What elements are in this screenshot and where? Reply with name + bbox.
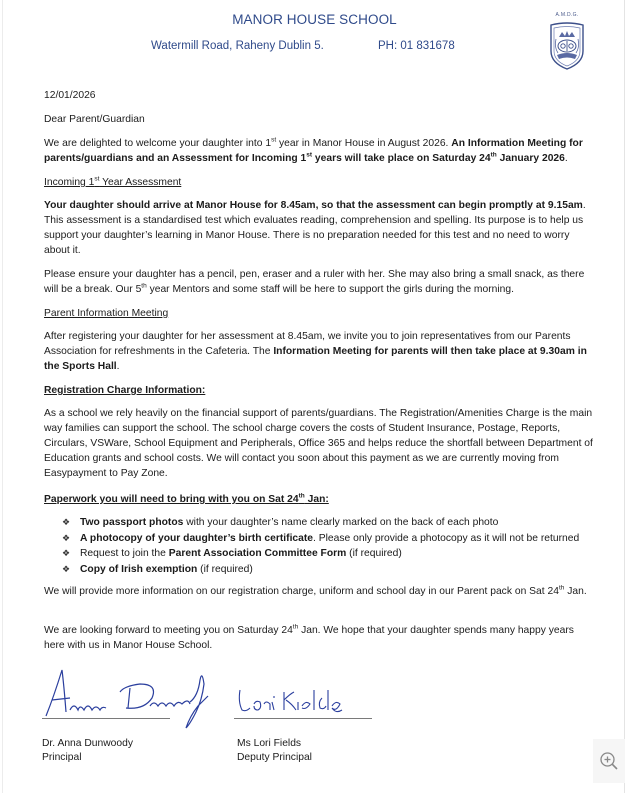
list-item: ❖ A photocopy of your daughter’s birth certificate. Please only provide a photocopy as it will not be returned — [62, 531, 602, 547]
registration-paragraph: As a school we rely heavily on the financial support of parents/guardians. The Registration/Amenities Charge is the main way families can support the school. The school charge covers the costs of Student Insurance, Postage, Reports, Circulars, VSWare, School Equipment and Peripherals, Office 365 and helps reduce the shortfall between Department of Education grants and school costs. We will contact you soon about this payment as we are currently moving from Easypayment to Pay Zone. — [44, 408, 593, 479]
deputy-title: Deputy Principal — [237, 752, 312, 763]
supplies-paragraph: Please ensure your daughter has a pencil, pen, eraser and a ruler with her. She may also bring a small snack, as there will be a break. Our 5th year Mentors and some staff will be here to support the girls during the morning. — [44, 269, 585, 295]
parent-meeting-paragraph: After registering your daughter for her assessment at 8.45am, we invite you to join representatives from our Parents Association for refreshments in the Cafeteria. The Information Meeting for parents will then take place at 9.30am in the Sports Hall. — [44, 331, 587, 372]
diamond-bullet-icon: ❖ — [62, 548, 71, 558]
diamond-bullet-icon: ❖ — [62, 517, 71, 527]
assessment-heading: Incoming 1st Year Assessment — [44, 175, 182, 188]
principal-title: Principal — [42, 752, 82, 763]
letter-date: 12/01/2026 — [44, 90, 96, 101]
paperwork-list — [62, 515, 602, 577]
registration-heading: Registration Charge Information: — [44, 385, 206, 396]
salutation: Dear Parent/Guardian — [44, 114, 145, 125]
paperwork-heading: Paperwork you will need to bring with you on Sat 24th Jan: — [44, 492, 329, 505]
principal-name: Dr. Anna Dunwoody — [42, 738, 134, 749]
assessment-paragraph: Your daughter should arrive at Manor House for 8.45am, so that the assessment can begin promptly at 9.15am. This assessment is a standardised test which evaluates reading, comprehension and spelling. Its purpose is to help us support your daughter’s learning in Manor House. There is no preparation needed for this test and no need to worry about it. — [44, 200, 586, 256]
crest-motto: A.M.D.G. — [555, 12, 579, 18]
parent-meeting-heading: Parent Information Meeting — [44, 308, 169, 319]
diamond-bullet-icon: ❖ — [62, 532, 71, 543]
deputy-signature — [236, 686, 346, 716]
list-item: ❖ Copy of Irish exemption (if required) — [62, 562, 602, 578]
school-crest-logo — [545, 12, 589, 74]
school-name: MANOR HOUSE SCHOOL — [232, 12, 397, 27]
crest-shield-icon — [549, 21, 585, 71]
zoom-in-icon — [599, 751, 619, 771]
closing-paragraph: We are looking forward to meeting you on Saturday 24th Jan. We hope that your daughter spends many happy years here with us in Manor House School. — [44, 623, 574, 651]
diamond-bullet-icon: ❖ — [62, 563, 71, 574]
more-info-paragraph: We will provide more information on our registration charge, uniform and school day in our Parent pack on Sat 24th Jan. — [44, 584, 587, 597]
principal-signature-line — [42, 718, 170, 719]
deputy-name: Ms Lori Fields — [237, 738, 302, 749]
intro-paragraph: We are delighted to welcome your daughter into 1st year in Manor House in August 2026. An Information Meeting for parents/guardians and an Assessment for Incoming 1st years will take place on Saturday 24th January 2026. — [44, 136, 583, 164]
zoom-in-button[interactable] — [593, 739, 625, 783]
list-item: ❖ Two passport photos with your daughter’s name clearly marked on the back of each photo — [62, 515, 602, 531]
deputy-signature-line — [234, 718, 372, 719]
principal-signature — [40, 666, 215, 732]
school-address: Watermill Road, Raheny Dublin 5. — [151, 40, 324, 52]
list-item: ❖ Request to join the Parent Association Committee Form (if required) — [62, 546, 602, 562]
school-phone: PH: 01 831678 — [378, 40, 455, 52]
